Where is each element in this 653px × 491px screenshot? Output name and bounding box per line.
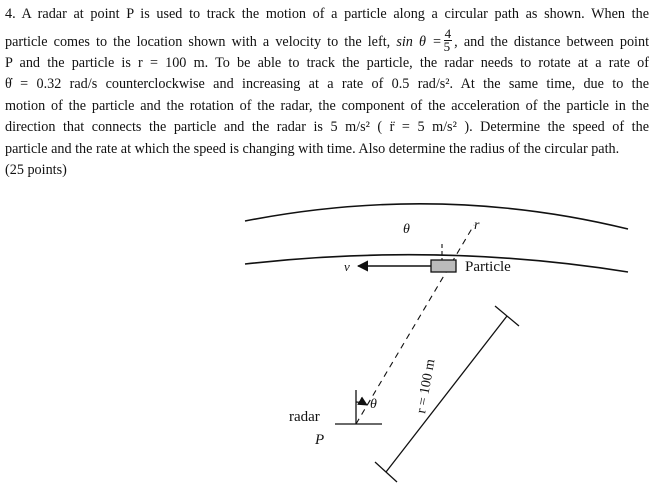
label-theta-bottom: θ (370, 397, 377, 412)
particle-block (431, 260, 456, 272)
problem-line-3: P and the particle is r = 100 m. To be able to track the particle, the radar needs to rotate at a rate of (5, 54, 649, 71)
problem-line-8: (25 points) (5, 162, 67, 178)
label-theta-top: θ (403, 222, 410, 237)
distance-dimension-line (386, 316, 507, 472)
dimension-tick-bottom (375, 462, 397, 482)
problem-number: 4. (5, 6, 16, 22)
path-outer-arc (245, 204, 628, 229)
problem-text-line-1: A radar at point P is used to track the motion of a particle along a circular path as shown. When the (21, 6, 649, 22)
label-particle: Particle (465, 259, 511, 275)
label-velocity: v (344, 259, 350, 274)
dimension-tick-top (495, 306, 519, 326)
radar-angle-arc-arrow (356, 402, 367, 405)
problem-line-5: motion of the particle and the rotation of the radar, the component of the acceleration of the particle in the (5, 97, 649, 114)
fraction-denominator: 5 (443, 38, 451, 54)
problem-line-7: particle and the rate at which the speed is changing with time. Also determine the radius of the circular path. (5, 140, 620, 157)
sin-theta-expression: sin θ = (396, 33, 442, 50)
problem-line-4: θ̇ = 0.32 rad/s counterclockwise and increasing at a rate of 0.5 rad/s². At the same time, due to the (5, 76, 649, 92)
label-radar: radar (289, 409, 320, 425)
fraction-numerator: 4 (444, 25, 452, 41)
label-r-top: r (474, 218, 480, 233)
problem-text-line-2a: particle comes to the location shown with a velocity to the left, (5, 33, 391, 50)
label-distance: r = 100 m (414, 357, 439, 415)
problem-line-6: direction that connects the particle and the radar is 5 m/s² ( r̈ = 5 m/s² ). Determine the speed of the (5, 119, 649, 135)
problem-text-line-2b: , and the distance between point (454, 33, 650, 50)
label-point-P: P (315, 432, 325, 448)
